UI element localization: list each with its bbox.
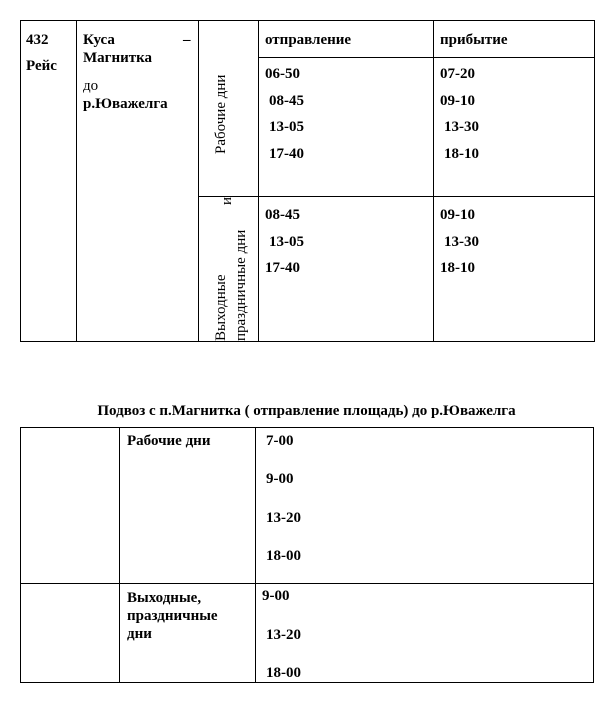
shuttle-weekday-time: 9-00 <box>266 471 294 487</box>
table1-col-divider-4 <box>433 20 434 342</box>
route-name-line3: до <box>83 78 99 94</box>
shuttle-title: Подвоз с п.Магнитка ( отправление площадь) до р.Юважелга <box>97 403 516 419</box>
weekend-departure-time: 13-05 <box>269 234 304 250</box>
shuttle-weekday-time: 7-00 <box>266 433 294 449</box>
weekday-departure-time: 06-50 <box>265 66 300 82</box>
weekend-arrival-time: 13-30 <box>444 234 479 250</box>
shuttle-weekday-time: 18-00 <box>266 548 301 564</box>
route-number: 432 <box>26 32 49 48</box>
weekdays-vertical-label: Рабочие дни <box>213 74 229 154</box>
table1-bottom-border <box>20 341 595 342</box>
shuttle-weekday-time: 13-20 <box>266 510 301 526</box>
table1-col-divider-1 <box>76 20 77 342</box>
route-name-dash: – <box>183 32 191 48</box>
table1-col-divider-3 <box>258 20 259 342</box>
weekday-arrival-time: 09-10 <box>440 93 475 109</box>
table2-col-divider-1 <box>119 427 120 683</box>
weekend-departure-time: 08-45 <box>265 207 300 223</box>
shuttle-weekend-time: 13-20 <box>266 627 301 643</box>
shuttle-weekend-label-line1: Выходные, <box>127 590 202 606</box>
weekday-departure-time: 08-45 <box>269 93 304 109</box>
route-name-line1: Куса <box>83 32 115 48</box>
table2-top-border <box>20 427 594 428</box>
route-name-line4: р.Юважелга <box>83 96 168 112</box>
table1-right-border <box>594 20 595 342</box>
table2-left-border <box>20 427 21 683</box>
table1-header-divider <box>258 57 595 58</box>
arrival-header: прибытие <box>440 32 508 48</box>
shuttle-weekend-time: 18-00 <box>266 665 301 681</box>
table2-col-divider-2 <box>255 427 256 683</box>
weekday-departure-time: 17-40 <box>269 146 304 162</box>
shuttle-weekend-time: 9-00 <box>262 588 290 604</box>
weekend-departure-time: 17-40 <box>265 260 300 276</box>
weekend-arrival-time: 18-10 <box>440 260 475 276</box>
table2-middle-divider <box>20 583 594 584</box>
table1-left-border <box>20 20 21 342</box>
route-name-line2: Магнитка <box>83 50 153 66</box>
table2-right-border <box>593 427 594 683</box>
weekday-arrival-time: 07-20 <box>440 66 475 82</box>
table2-bottom-border <box>20 682 594 683</box>
weekend-vertical-label-and: и <box>219 196 235 205</box>
weekday-departure-time: 13-05 <box>269 119 304 135</box>
route-label: Рейс <box>26 58 57 74</box>
departure-header: отправление <box>265 32 352 48</box>
shuttle-weekdays-label: Рабочие дни <box>127 433 211 449</box>
shuttle-weekend-label-line3: дни <box>127 626 152 642</box>
weekend-vertical-label-line1: Выходные <box>213 274 229 341</box>
weekend-arrival-time: 09-10 <box>440 207 475 223</box>
table1-col-divider-2 <box>198 20 199 342</box>
weekday-arrival-time: 18-10 <box>444 146 479 162</box>
weekday-arrival-time: 13-30 <box>444 119 479 135</box>
table1-top-border <box>20 20 595 21</box>
shuttle-weekend-label-line2: праздничные <box>127 608 218 624</box>
weekend-vertical-label-line2: праздничные дни <box>233 229 249 341</box>
